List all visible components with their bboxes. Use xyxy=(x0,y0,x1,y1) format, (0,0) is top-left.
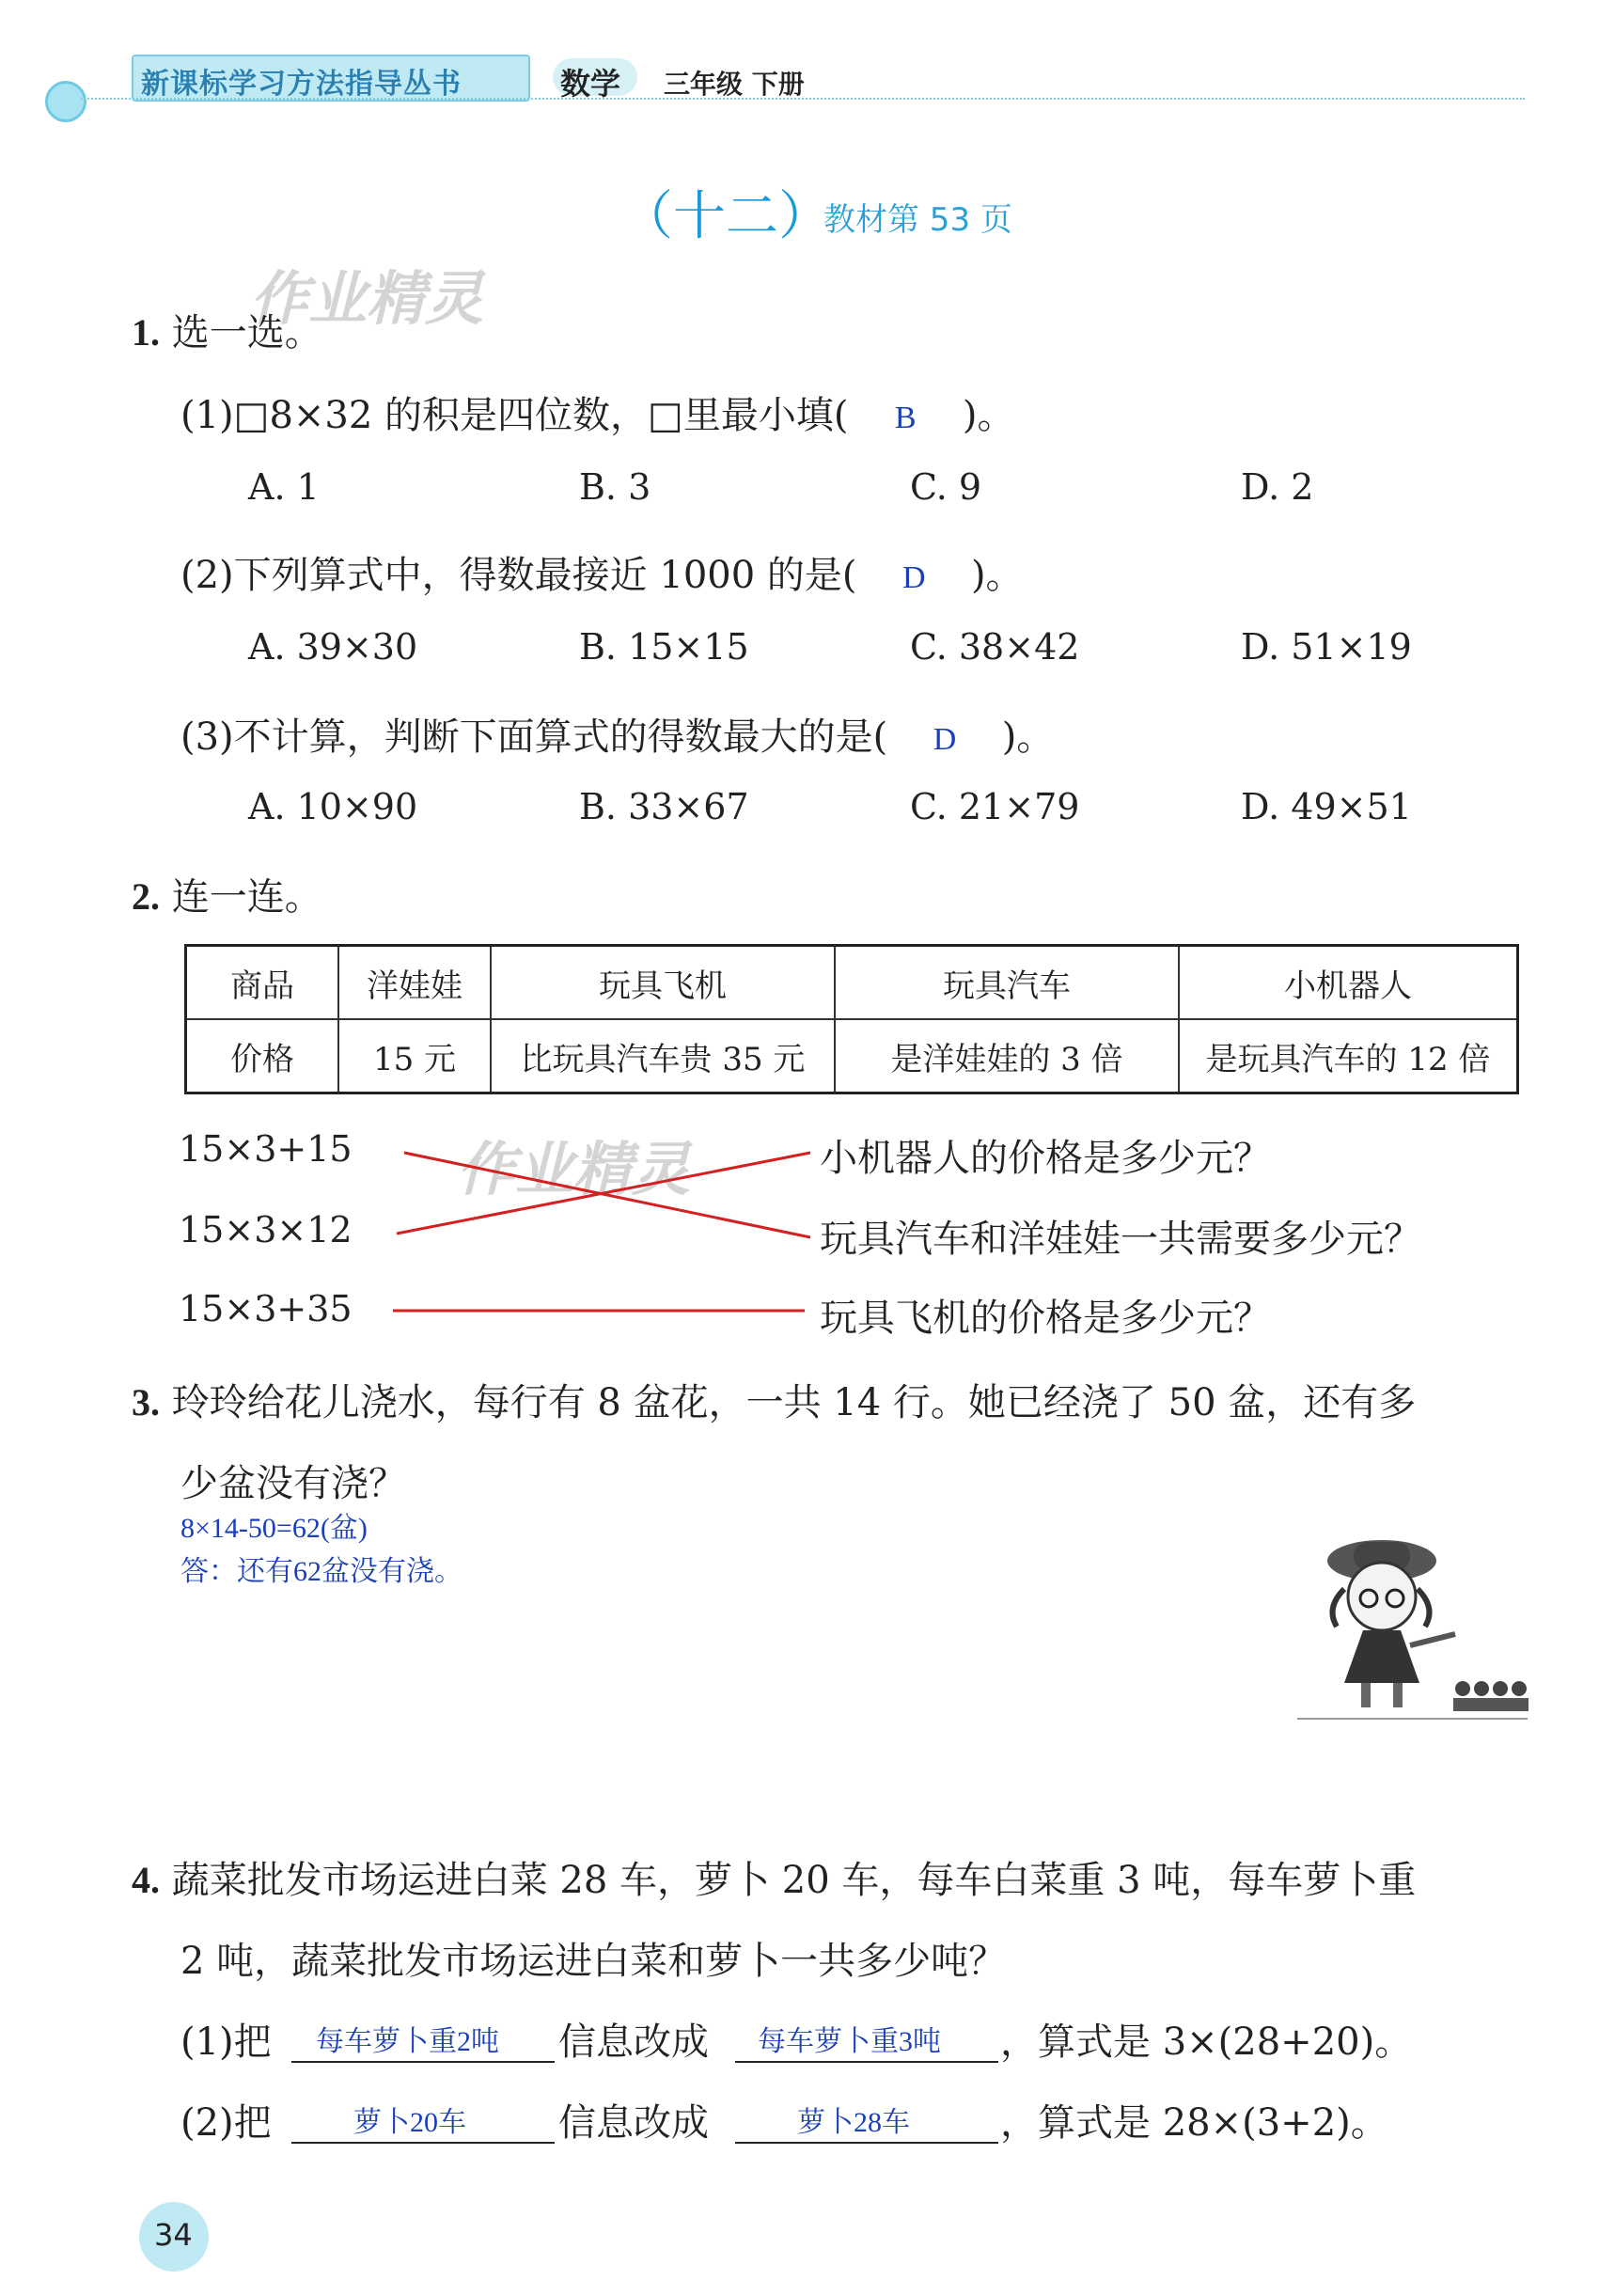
q4-line-2: 2 吨，蔬菜批发市场运进白菜和萝卜一共多少吨？ xyxy=(180,1940,1007,1983)
header-subject: 数学 xyxy=(560,66,621,102)
q1-item-3-stem: (3)不计算，判断下面算式的得数最大的是( D )。 xyxy=(180,716,1055,759)
girl-watering-flowers-illustration xyxy=(1288,1523,1532,1730)
table-cell: 15 元 xyxy=(338,1019,491,1093)
table-cell: 玩具汽车 xyxy=(835,946,1179,1020)
q4-item-1-answer-2: 每车萝卜重3吨 xyxy=(758,2026,941,2057)
q1-item-2-option-c: C. 38×42 xyxy=(910,626,1080,668)
q1-item-3-option-c: C. 21×79 xyxy=(910,786,1080,827)
header-grade: 三年级 下册 xyxy=(664,69,805,100)
match-right-3: 玩具飞机的价格是多少元？ xyxy=(820,1297,1271,1340)
q4-item-2-answer-1: 萝卜20车 xyxy=(353,2107,466,2138)
q4-item-1-suffix: ，算式是 3×(28+20)。 xyxy=(1000,2021,1413,2064)
q1-item-2-option-a: A. 39×30 xyxy=(248,626,418,668)
table-cell: 小机器人 xyxy=(1179,946,1518,1020)
q1-item-1-option-c: C. 9 xyxy=(910,466,982,508)
q3-line-1: 3. 玲玲给花儿浇水，每行有 8 盆花，一共 14 行。她已经浇了 50 盆，还有多 xyxy=(132,1381,1417,1424)
q4-item-2-suffix: ，算式是 28×(3+2)。 xyxy=(1000,2101,1388,2145)
q4-item-2-mid: 信息改成 xyxy=(558,2101,709,2145)
table-cell: 是玩具汽车的 12 倍 xyxy=(1179,1019,1518,1093)
q4-item-2-prefix: (2)把 xyxy=(180,2101,272,2145)
match-right-1: 小机器人的价格是多少元？ xyxy=(820,1137,1271,1180)
match-left-1: 15×3+15 xyxy=(179,1128,353,1170)
q3-line-2: 少盆没有浇？ xyxy=(180,1462,406,1505)
match-left-3: 15×3+35 xyxy=(179,1288,353,1329)
table-cell: 玩具飞机 xyxy=(491,946,835,1020)
q4-item-1-prefix: (1)把 xyxy=(180,2021,272,2064)
q4-item-1-mid: 信息改成 xyxy=(558,2021,709,2064)
q1-item-1-option-b: B. 3 xyxy=(579,466,651,508)
watermark: 作业精灵 xyxy=(457,1135,691,1203)
q2-number: 2. xyxy=(132,875,160,918)
match-left-2: 15×3×12 xyxy=(179,1209,353,1250)
q1-item-3-option-b: B. 33×67 xyxy=(579,786,749,827)
q3-answer-text: 答：还有62盆没有浇。 xyxy=(180,1556,462,1587)
q1-item-3-option-d: D. 49×51 xyxy=(1241,786,1412,827)
table-cell: 价格 xyxy=(186,1019,339,1093)
q1-item-2-option-d: D. 51×19 xyxy=(1241,626,1412,668)
q4-line-1: 4. 蔬菜批发市场运进白菜 28 车，萝卜 20 车，每车白菜重 3 吨，每车萝卜重 xyxy=(132,1859,1417,1902)
q1-item-1-option-a: A. 1 xyxy=(248,466,320,508)
q1-item-2-answer: D xyxy=(901,560,926,595)
q1-item-3-option-a: A. 10×90 xyxy=(248,786,418,827)
page-number: 34 xyxy=(154,2217,193,2253)
q1-item-2-option-b: B. 15×15 xyxy=(579,626,749,668)
q1-number: 1. xyxy=(132,311,160,354)
match-right-2: 玩具汽车和洋娃娃一共需要多少元？ xyxy=(820,1218,1421,1261)
q1-item-3-answer: D xyxy=(933,722,957,757)
page-title: （十二） xyxy=(620,186,831,247)
q1-item-2-stem: (2)下列算式中，得数最接近 1000 的是( D )。 xyxy=(180,554,1024,597)
q4-number: 4. xyxy=(132,1859,160,1901)
q4-item-1-answer-1: 每车萝卜重2吨 xyxy=(316,2026,499,2057)
header-series-title: 新课标学习方法指导丛书 xyxy=(141,68,462,101)
q1-item-1-answer: B xyxy=(894,401,917,435)
q1-item-1-stem: (1)□8×32 的积是四位数，□里最小填( B )。 xyxy=(180,394,1015,437)
table-cell: 洋娃娃 xyxy=(338,946,491,1020)
q4-item-2-answer-2: 萝卜28车 xyxy=(797,2107,910,2138)
table-cell: 比玩具汽车贵 35 元 xyxy=(491,1019,835,1093)
q3-number: 3. xyxy=(132,1381,160,1423)
q2-title: 连一连。 xyxy=(171,875,322,919)
q3-answer-formula: 8×14-50=62(盆) xyxy=(180,1513,368,1544)
table-cell: 商品 xyxy=(186,946,339,1020)
q1-item-1-option-d: D. 2 xyxy=(1241,466,1314,508)
watermark: 作业精灵 xyxy=(250,264,484,333)
q1-title: 选一选。 xyxy=(171,311,322,354)
table-cell: 是洋娃娃的 3 倍 xyxy=(835,1019,1179,1093)
page-title-sub: 教材第 53 页 xyxy=(823,201,1012,239)
